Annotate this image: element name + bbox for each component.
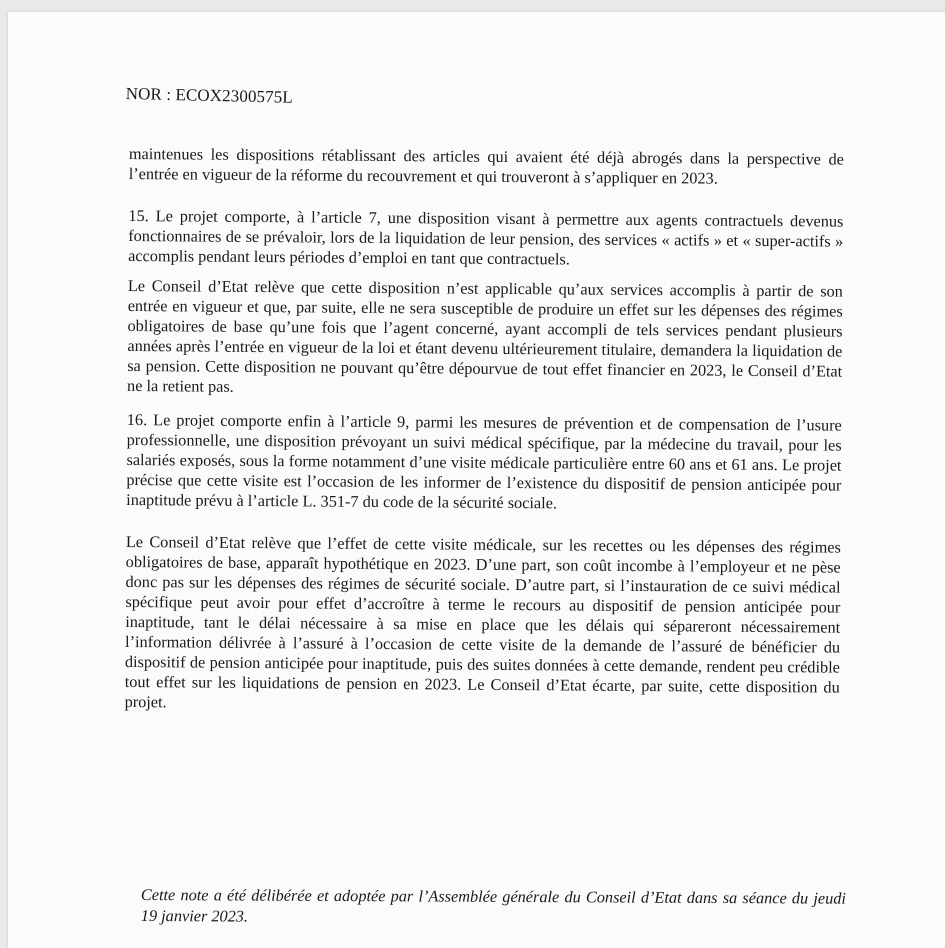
document-body bbox=[125, 144, 844, 718]
paragraph-16: 16. Le projet comporte enfin à l’article 9, parmi les mesures de prévention et de compensation de l’usure professionnelle, une disposition prévoyant un suivi médical spécifique, par la médecine du travail, pour les salariés exposés, sous la forme notamment d’une visite médicale particulière entre 60 ans et 61 ans. Le projet précise que cette visite est l’occasion de les informer de l’existence du dispositif de pension anticipée pour inaptitude prévu à l’article L. 351-7 du code de la sécurité sociale. bbox=[126, 409, 842, 513]
paragraph-15-opinion: Le Conseil d’Etat relève que cette disposition n’est applicable qu’aux services accomplis à partir de son entrée en vigueur et que, par suite, elle ne sera susceptible de produire un effet sur les dépenses des régimes obligatoires de base qu’une fois que l’agent concerné, ayant accompli de tels services pendant plusieurs années après l’entrée en vigueur de la loi et étant devenu ultérieurement titulaire, demandera la liquidation de sa pension. Cette disposition ne pouvant qu’être dépourvue de tout effet financier en 2023, le Conseil d’Etat ne la retient pas. bbox=[127, 275, 843, 396]
paragraph-continuation: maintenues les dispositions rétablissant des articles qui avaient été déjà abrogés dans la perspective de l’entrée en vigueur de la réforme du recouvrement et qui trouveront à s’appliquer en 2023. bbox=[128, 144, 844, 188]
paragraph-15: 15. Le projet comporte, à l’article 7, une disposition visant à permettre aux agents contractuels devenus fonctionnaires de se prévaloir, lors de la liquidation de leur pension, des services « actifs » et « super-actifs » accomplis pendant leurs périodes d’emploi en tant que contractuels. bbox=[128, 205, 844, 269]
nor-reference: NOR : ECOX2300575L bbox=[125, 84, 294, 107]
document-page bbox=[8, 12, 945, 948]
paragraph-16-opinion: Le Conseil d’Etat relève que l’effet de cette visite médicale, sur les recettes ou les dépenses des régimes obligatoires de base, apparaît hypothétique en 2023. D’une part, son coût incombe à l’employeur et ne pèse donc pas sur les dépenses des régimes de sécurité sociale. D’autre part, si l’instauration de ce suivi médical spécifique peut avoir pour effet d’accroître à terme le recours au dispositif de pension anticipée pour inaptitude, tant le délai nécessaire à sa mise en place que les délais qui sépareront nécessairement l’information délivrée à l’assuré à l’occasion de cette visite de la demande de l’assuré de bénéficier du dispositif de pension anticipée pour inaptitude, puis des suites données à cette demande, rendent peu crédible tout effet sur les liquidations de pension en 2023. Le Conseil d’Etat écarte, par suite, cette disposition du projet. bbox=[124, 531, 841, 712]
closing-note: Cette note a été délibérée et adoptée par l’Assemblée générale du Conseil d’Etat dans sa séance du jeudi 19 janvier 2023. bbox=[140, 885, 846, 926]
